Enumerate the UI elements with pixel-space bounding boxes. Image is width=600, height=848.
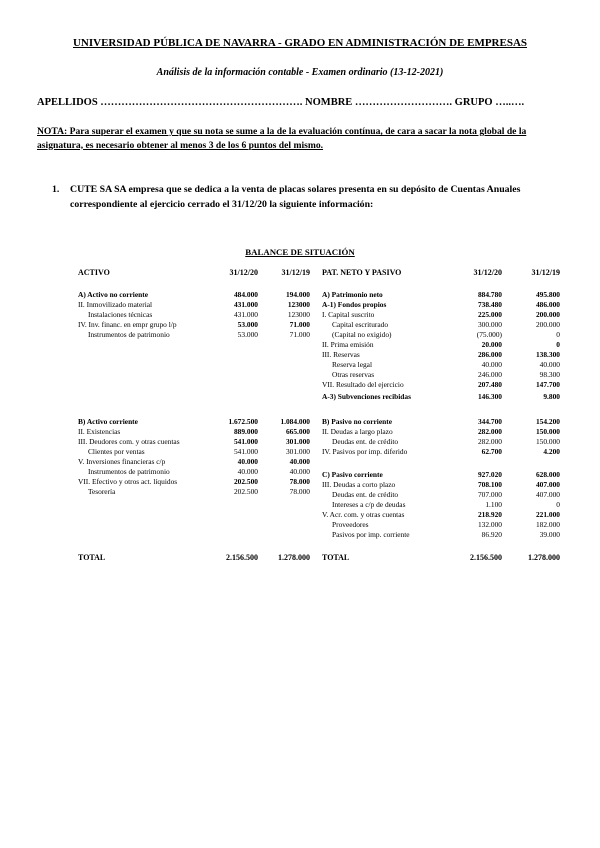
- activo-row-2019: 40.000: [289, 467, 310, 476]
- pasivo-row-2020: 20.000: [481, 340, 502, 349]
- pasivo-row-2020: 1.100: [485, 500, 502, 509]
- pasivo-row-2020: 146.300: [477, 392, 502, 401]
- activo-total-label: TOTAL: [78, 553, 106, 562]
- pasivo-row-label: C) Pasivo corriente: [322, 470, 383, 479]
- pasivo-row-2020: 344.700: [477, 417, 502, 426]
- activo-row-2020: 431.000: [233, 300, 258, 309]
- activo-row-label: Tesorería: [88, 487, 116, 496]
- activo-row-2019: 1.084.000: [280, 417, 310, 426]
- pasivo-row-label: VII. Resultado del ejercicio: [322, 380, 404, 389]
- pasivo-row-2020: 218.920: [477, 510, 502, 519]
- pasivo-row-label: IV. Pasivos por imp. diferido: [322, 447, 408, 456]
- pasivo-row-label: Reserva legal: [332, 360, 373, 369]
- activo-row-2019: 40.000: [289, 457, 310, 466]
- pasivo-header-2019: 31/12/19: [531, 268, 560, 277]
- pasivo-row-2019: 4.200: [543, 447, 560, 456]
- activo-row-label: II. Existencias: [78, 427, 121, 436]
- activo-row-label: VII. Efectivo y otros act. líquidos: [78, 477, 178, 486]
- activo-total-2020: 2.156.500: [226, 553, 258, 562]
- pasivo-row-label: I. Capital suscrito: [322, 310, 375, 319]
- pasivo-row-2020: 707.000: [477, 490, 502, 499]
- activo-row-2019: 78.000: [289, 477, 310, 486]
- activo-row-2019: 665.000: [285, 427, 310, 436]
- activo-row-2020: 53.000: [237, 320, 258, 329]
- activo-header-2019: 31/12/19: [281, 268, 310, 277]
- pasivo-row-label: II. Prima emisión: [322, 340, 374, 349]
- pasivo-row-2019: 486.000: [535, 300, 560, 309]
- activo-row-label: Instrumentos de patrimonio: [88, 467, 170, 476]
- activo-row-2020: 202.500: [233, 477, 258, 486]
- pasivo-row-label: III. Reservas: [322, 350, 360, 359]
- pasivo-row-label: V. Acr. com. y otras cuentas: [322, 510, 405, 519]
- pasivo-row-2019: 138.300: [535, 350, 560, 359]
- activo-row-2020: 431.000: [233, 310, 258, 319]
- pasivo-row-2020: 40.000: [481, 360, 502, 369]
- exam-note: NOTA: Para superar el examen y que su nota se sume a la de la evaluación contínua, de cara a sacar la nota global de la asignatura, es necesario obtener al menos 3 de los 6 puntos del mismo.: [37, 126, 527, 151]
- pasivo-row-label: Intereses a c/p de deudas: [332, 500, 406, 509]
- activo-row-label: IV. Inv. financ. en empr grupo l/p: [78, 320, 177, 329]
- activo-row-label: Clientes por ventas: [88, 447, 145, 456]
- pasivo-row-label: A-3) Subvenciones recibidas: [322, 392, 411, 401]
- pasivo-row-2019: 98.300: [539, 370, 560, 379]
- activo-row-2019: 301.000: [285, 447, 310, 456]
- activo-row-2019: 123000: [287, 310, 310, 319]
- exam-subtitle: Análisis de la información contable - Examen ordinario (13-12-2021): [156, 67, 444, 78]
- pasivo-row-2019: 628.000: [535, 470, 560, 479]
- pasivo-row-label: II. Deudas a largo plazo: [322, 427, 393, 436]
- activo-row-2020: 1.672.500: [228, 417, 258, 426]
- pasivo-row-2019: 407.000: [535, 490, 560, 499]
- activo-row-2020: 484.000: [233, 290, 258, 299]
- pasivo-row-2019: 495.800: [535, 290, 560, 299]
- pasivo-row-label: Otras reservas: [332, 370, 375, 379]
- pasivo-row-2020: 300.000: [477, 320, 502, 329]
- pasivo-row-2019: 0: [556, 330, 560, 339]
- pasivo-row-2020: 282.000: [477, 427, 502, 436]
- pasivo-header-label: PAT. NETO Y PASIVO: [322, 268, 402, 277]
- pasivo-header-2020: 31/12/20: [473, 268, 502, 277]
- activo-row-label: A) Activo no corriente: [78, 290, 148, 299]
- pasivo-row-2019: 407.000: [535, 480, 560, 489]
- activo-header-2020: 31/12/20: [229, 268, 258, 277]
- pasivo-row-label: Deudas ent. de crédito: [332, 437, 399, 446]
- pasivo-row-2020: 246.000: [477, 370, 502, 379]
- pasivo-row-label: Deudas ent. de crédito: [332, 490, 399, 499]
- pasivo-row-2020: 282.000: [477, 437, 502, 446]
- pasivo-row-2019: 150.000: [535, 427, 560, 436]
- pasivo-total-2020: 2.156.500: [470, 553, 502, 562]
- pasivo-row-2020: 708.100: [477, 480, 502, 489]
- pasivo-total-label: TOTAL: [322, 553, 350, 562]
- balance-sheet-title: BALANCE DE SITUACIÓN: [245, 247, 355, 257]
- pasivo-row-2020: 62.700: [481, 447, 502, 456]
- activo-row-2020: 202.500: [233, 487, 258, 496]
- pasivo-row-2020: 884.780: [477, 290, 502, 299]
- pasivo-row-2020: (75.000): [476, 330, 502, 339]
- activo-row-2020: 541.000: [233, 447, 258, 456]
- pasivo-row-2020: 86.920: [481, 530, 502, 539]
- activo-table: [78, 268, 310, 598]
- activo-row-2019: 194.000: [285, 290, 310, 299]
- pasivo-row-2020: 738.480: [477, 300, 502, 309]
- pasivo-row-2020: 132.000: [477, 520, 502, 529]
- pasivo-row-2019: 150.000: [535, 437, 560, 446]
- pasivo-row-label: (Capital no exigido): [332, 330, 392, 339]
- pasivo-row-2019: 9.800: [543, 392, 560, 401]
- activo-header-label: ACTIVO: [78, 268, 110, 277]
- pasivo-row-2019: 0: [556, 500, 560, 509]
- activo-row-2019: 301.000: [285, 437, 310, 446]
- activo-row-2020: 889.000: [233, 427, 258, 436]
- question-text: CUTE SA SA empresa que se dedica a la venta de placas solares presenta en su depósito de Cuentas Anuales correspondiente al ejercicio cerrado el 31/12/20 la siguiente información:: [70, 184, 521, 210]
- activo-row-label: II. Inmovilizado material: [78, 300, 153, 309]
- pasivo-row-2019: 39.000: [539, 530, 560, 539]
- pasivo-row-2020: 927.020: [477, 470, 502, 479]
- pasivo-row-2019: 0: [556, 340, 560, 349]
- activo-row-2019: 123000: [287, 300, 310, 309]
- question-number: 1.: [52, 184, 60, 195]
- pasivo-row-2019: 182.000: [535, 520, 560, 529]
- pasivo-row-label: A-1) Fondos propios: [322, 300, 387, 309]
- activo-total-2019: 1.278.000: [278, 553, 310, 562]
- activo-row-label: V. Inversiones financieras c/p: [78, 457, 166, 466]
- pasivo-row-label: III. Deudas a corto plazo: [322, 480, 396, 489]
- activo-row-2020: 40.000: [237, 467, 258, 476]
- pasivo-row-label: Pasivos por imp. corriente: [332, 530, 410, 539]
- pasivo-row-2019: 154.200: [535, 417, 560, 426]
- pasivo-row-2019: 200.000: [535, 320, 560, 329]
- activo-row-2019: 71.000: [289, 320, 310, 329]
- pasivo-row-2020: 286.000: [477, 350, 502, 359]
- activo-row-label: Instrumentos de patrimonio: [88, 330, 170, 339]
- pasivo-row-label: A) Patrimonio neto: [322, 290, 383, 299]
- pasivo-row-2019: 221.000: [535, 510, 560, 519]
- pasivo-row-2019: 40.000: [539, 360, 560, 369]
- activo-row-2019: 78.000: [289, 487, 310, 496]
- student-name-row: APELLIDOS …………………………………………………. NOMBRE ………………………. GRUPO …..….: [37, 97, 525, 108]
- pasivo-row-label: Proveedores: [332, 520, 369, 529]
- activo-row-2020: 53.000: [237, 330, 258, 339]
- pasivo-total-2019: 1.278.000: [528, 553, 560, 562]
- university-title: UNIVERSIDAD PÚBLICA DE NAVARRA - GRADO EN ADMINISTRACIÓN DE EMPRESAS: [72, 37, 528, 49]
- activo-row-2019: 71.000: [289, 330, 310, 339]
- activo-row-label: B) Activo corriente: [78, 417, 138, 426]
- pasivo-row-2019: 200.000: [535, 310, 560, 319]
- activo-row-label: III. Deudores com. y otras cuentas: [78, 437, 180, 446]
- pasivo-row-2020: 207.480: [477, 380, 502, 389]
- activo-row-label: Instalaciones técnicas: [88, 310, 153, 319]
- pasivo-table: [322, 268, 560, 598]
- activo-row-2020: 40.000: [237, 457, 258, 466]
- pasivo-row-2020: 225.000: [477, 310, 502, 319]
- pasivo-row-label: B) Pasivo no corriente: [322, 417, 392, 426]
- activo-row-2020: 541.000: [233, 437, 258, 446]
- pasivo-row-2019: 147.700: [535, 380, 560, 389]
- pasivo-row-label: Capital escriturado: [332, 320, 389, 329]
